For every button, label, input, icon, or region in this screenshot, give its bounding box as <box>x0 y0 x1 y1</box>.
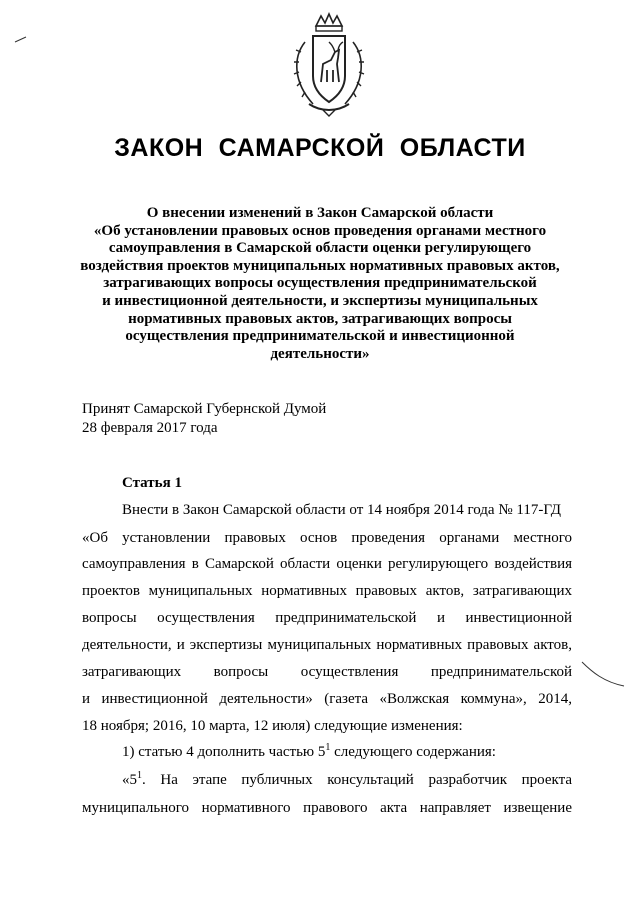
heading-line: О внесении изменений в Закон Самарской области <box>146 205 494 221</box>
coat-of-arms-emblem <box>283 12 375 120</box>
article-title: Статья 1 <box>122 475 182 491</box>
article-line: деятельности, и экспертизы муниципальных нормативных правовых актов, <box>82 637 572 653</box>
heading-line: затрагивающих вопросы осуществления предпринимательской <box>103 275 537 292</box>
adopted-by: Принят Самарской Губернской Думой <box>82 401 327 417</box>
article-line: вопросы осуществления предпринимательской и инвестиционной <box>82 610 572 626</box>
adopted-date: 28 февраля 2017 года <box>82 420 218 436</box>
article-line: затрагивающих вопросы осуществления предпринимательской <box>82 664 572 680</box>
item-text: 1) статью 4 дополнить частью 5 <box>122 744 326 760</box>
superscript: 1 <box>137 770 142 781</box>
heading-line: самоуправления в Самарской области оценки регулирующего <box>108 240 532 257</box>
superscript: 1 <box>325 742 331 753</box>
article-line: «Об установлении правовых основ проведения органами местного <box>82 530 572 546</box>
document-title: ЗАКОН САМАРСКОЙ ОБЛАСТИ <box>114 134 526 162</box>
article-line: самоуправления в Самарской области оценки регулирующего воздействия <box>82 556 572 572</box>
quote-start: «5 <box>122 772 137 788</box>
article-line: проектов муниципальных нормативных правовых актов, затрагивающих <box>82 583 572 599</box>
law-heading <box>60 205 580 363</box>
adoption-info <box>82 400 326 438</box>
heading-line: осуществления предпринимательской и инвестиционной <box>125 328 515 345</box>
article-item-1 <box>122 743 572 762</box>
samara-coat-of-arms-icon <box>283 12 375 120</box>
quote-text: . На этапе публичных консультаций разработчик проекта <box>142 772 572 788</box>
article-line: и инвестиционной деятельности» (газета «Волжская коммуна», 2014, <box>82 691 572 707</box>
margin-pen-mark <box>580 660 630 690</box>
article-line: Внести в Закон Самарской области от 14 ноября 2014 года № 117-ГД <box>122 502 561 518</box>
article-line: муниципального нормативного правового акта направляет извещение <box>82 800 572 816</box>
heading-line: нормативных правовых актов, затрагивающих вопросы <box>128 310 512 327</box>
article-line: 18 ноября; 2016, 10 марта, 12 июля) следующие изменения: <box>82 718 463 734</box>
heading-line: деятельности» <box>270 345 370 362</box>
item-text: следующего содержания: <box>330 744 496 760</box>
heading-line: воздействия проектов муниципальных нормативных правовых актов, <box>80 257 560 274</box>
quoted-paragraph <box>122 771 572 790</box>
heading-line: «Об установлении правовых основ проведения органами местного <box>93 222 547 239</box>
stray-mark <box>14 36 28 44</box>
heading-line: и инвестиционной деятельности, и экспертизы муниципальных <box>102 292 538 309</box>
